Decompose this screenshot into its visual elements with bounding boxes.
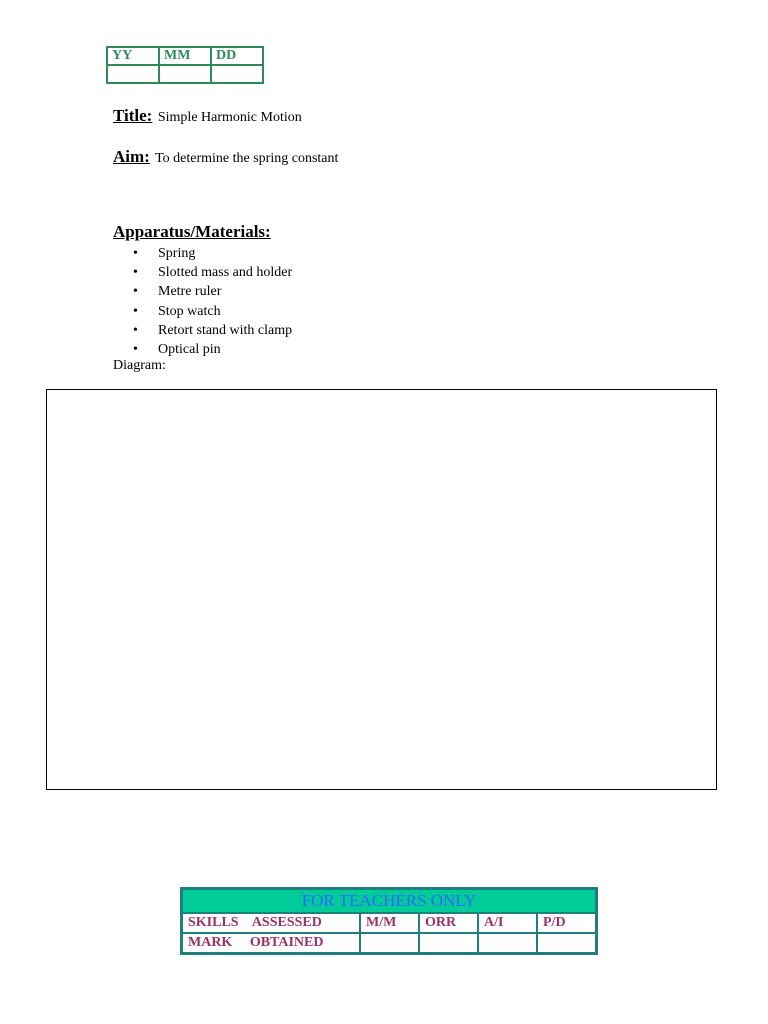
diagram-label: Diagram: — [113, 358, 166, 373]
date-header-dd: DD — [211, 47, 263, 65]
column-pd: P/D — [537, 913, 597, 933]
list-item: • Spring — [133, 246, 196, 261]
aim-label: Aim: — [113, 147, 150, 166]
list-item: • Slotted mass and holder — [133, 265, 293, 281]
date-cell-mm[interactable] — [159, 65, 211, 83]
mark-cell-mm[interactable] — [360, 933, 419, 954]
bullet-icon: • — [133, 322, 138, 338]
column-orr: ORR — [419, 913, 478, 933]
mark-cell-pd[interactable] — [537, 933, 597, 954]
date-header-mm: MM — [159, 47, 211, 65]
skills-assessed-label: SKILLS ASSESSED — [182, 913, 361, 933]
apparatus-list — [113, 244, 292, 359]
list-item: • Metre ruler — [133, 284, 222, 300]
mark-cell-ai[interactable] — [478, 933, 537, 954]
mark-obtained-label: MARK OBTAINED — [182, 933, 361, 954]
bullet-icon: • — [133, 246, 138, 261]
title-row — [113, 106, 302, 126]
bullet-icon: • — [133, 303, 138, 319]
bullet-icon: • — [133, 341, 138, 357]
apparatus-heading: Apparatus/Materials: — [113, 222, 271, 241]
mark-cell-orr[interactable] — [419, 933, 478, 954]
teachers-header: FOR TEACHERS ONLY — [182, 889, 597, 914]
title-label: Title: — [113, 106, 153, 125]
date-table — [106, 46, 264, 84]
column-mm: M/M — [360, 913, 419, 933]
title-value: Simple Harmonic Motion — [157, 110, 302, 125]
teachers-table — [180, 887, 598, 955]
date-cell-yy[interactable] — [107, 65, 159, 83]
list-item: • Stop watch — [133, 303, 221, 319]
list-item: • Retort stand with clamp — [133, 322, 293, 338]
column-ai: A/I — [478, 913, 537, 933]
diagram-box[interactable] — [46, 389, 717, 790]
aim-row — [113, 147, 338, 167]
aim-value: To determine the spring constant — [155, 151, 339, 166]
bullet-icon: • — [133, 284, 138, 300]
date-header-yy: YY — [107, 47, 159, 65]
bullet-icon: • — [133, 265, 138, 281]
list-item: • Optical pin — [133, 341, 221, 357]
date-cell-dd[interactable] — [211, 65, 263, 83]
